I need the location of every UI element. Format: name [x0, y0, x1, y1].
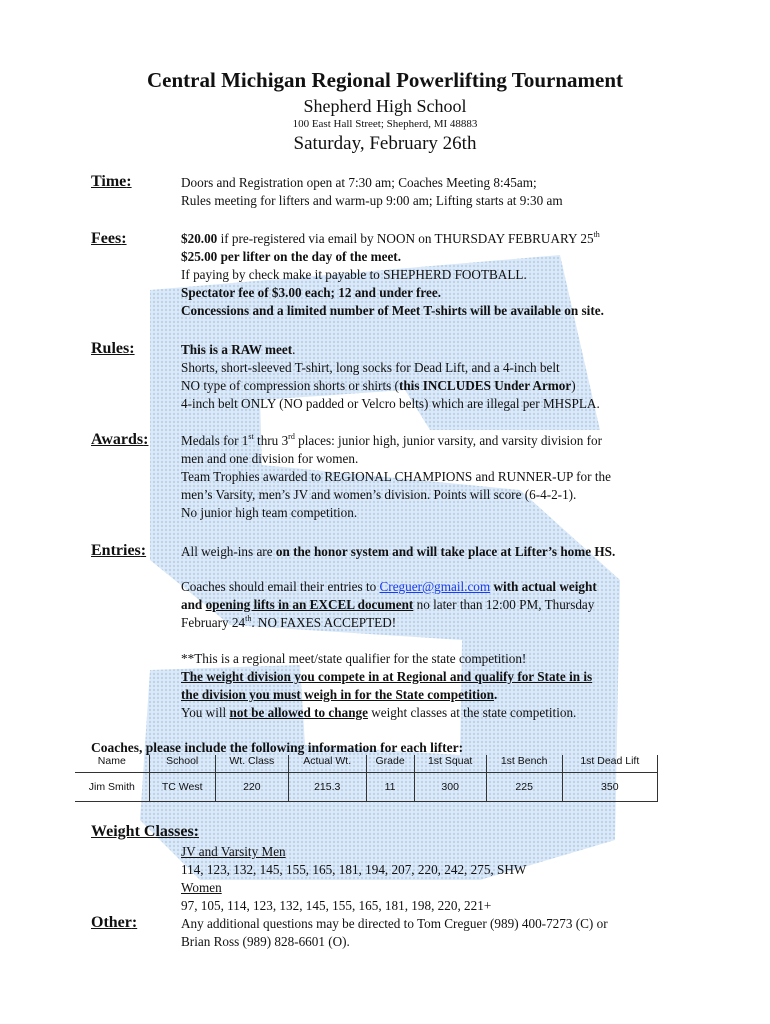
event-date: Saturday, February 26th	[293, 133, 477, 154]
school-name: Shepherd High School	[303, 96, 467, 116]
column-header: Wt. Class	[215, 755, 288, 773]
other-text: Any additional questions may be directed to Tom Creguer (989) 400-7273 (C) or Brian Ross (989) 828-6601 (O).	[181, 916, 608, 949]
table-cell: TC West	[149, 773, 215, 802]
column-header: 1st Squat	[414, 755, 486, 773]
table-row	[75, 773, 658, 802]
rules-label: Rules:	[91, 340, 135, 357]
table-cell: 220	[215, 773, 288, 802]
column-header: 1st Bench	[486, 755, 562, 773]
coaches-heading: Coaches, please include the following information for each lifter:	[91, 740, 464, 755]
page-title: Central Michigan Regional Powerlifting Tournament	[147, 68, 623, 92]
fees-text: $20.00 if pre-registered via email by NOON on THURSDAY FEBRUARY 25th $25.00 per lifter on the day of the meet. If paying by check make it payable to SHEPHERD FOOTBALL. Spectator fee of $3.00 each; 12 and under free. Concessions and a limited number of Meet T-shirts will be available on site.	[181, 230, 604, 318]
entries-text-2: Coaches should email their entries to Creguer@gmail.com with actual weight and opening lifts in an EXCEL document no later than 12:00 PM, Thursday February 24th. NO FAXES ACCEPTED!	[181, 579, 597, 630]
time-text: Doors and Registration open at 7:30 am; Coaches Meeting 8:45am; Rules meeting for lifters and warm-up 9:00 am; Lifting starts at 9:30 am	[181, 175, 563, 208]
weight-classes-text: JV and Varsity Men 114, 123, 132, 145, 155, 165, 181, 194, 207, 220, 242, 275, SHW Women 97, 105, 114, 123, 132, 145, 155, 165, 181, 198, 220, 221+	[181, 844, 527, 913]
column-header: Name	[75, 755, 149, 773]
table-header-row	[75, 755, 658, 773]
table-cell: 11	[366, 773, 414, 802]
lifter-info-table	[75, 755, 658, 802]
other-label: Other:	[91, 914, 138, 931]
time-label: Time:	[91, 173, 132, 190]
email-link[interactable]: Creguer@gmail.com	[379, 579, 491, 594]
school-address: 100 East Hall Street; Shepherd, MI 48883	[292, 118, 478, 130]
table-cell: 215.3	[288, 773, 366, 802]
table-cell: Jim Smith	[75, 773, 149, 802]
table-cell: 350	[562, 773, 657, 802]
awards-label: Awards:	[91, 431, 149, 448]
awards-text: Medals for 1st thru 3rd places: junior high, junior varsity, and varsity division for men and one division for women. Team Trophies awarded to REGIONAL CHAMPIONS and RUNNER-UP for the men’s Varsity, men’s JV and women’s division. Points will score (6-4-2-1). No junior high team competition.	[181, 432, 611, 520]
column-header: 1st Dead Lift	[562, 755, 657, 773]
table-cell: 300	[414, 773, 486, 802]
fees-label: Fees:	[91, 230, 127, 247]
column-header: Actual Wt.	[288, 755, 366, 773]
rules-text: This is a RAW meet. Shorts, short-sleeved T-shirt, long socks for Dead Lift, and a 4-inch belt NO type of compression shorts or shirts (this INCLUDES Under Armor) 4-inch belt ONLY (NO padded or Velcro belts) which are illegal per MHSPLA.	[181, 342, 600, 411]
table-cell: 225	[486, 773, 562, 802]
entries-text-1: All weigh-ins are on the honor system and will take place at Lifter’s home HS.	[181, 544, 616, 559]
weight-classes-label: Weight Classes:	[91, 823, 199, 840]
column-header: Grade	[366, 755, 414, 773]
entries-text-3: **This is a regional meet/state qualifier for the state competition! The weight division you compete in at Regional and qualify for State in is the division you must weigh in for the State competition. You will not be allowed to change weight classes at the state competition.	[181, 651, 593, 720]
column-header: School	[149, 755, 215, 773]
entries-label: Entries:	[91, 542, 147, 559]
